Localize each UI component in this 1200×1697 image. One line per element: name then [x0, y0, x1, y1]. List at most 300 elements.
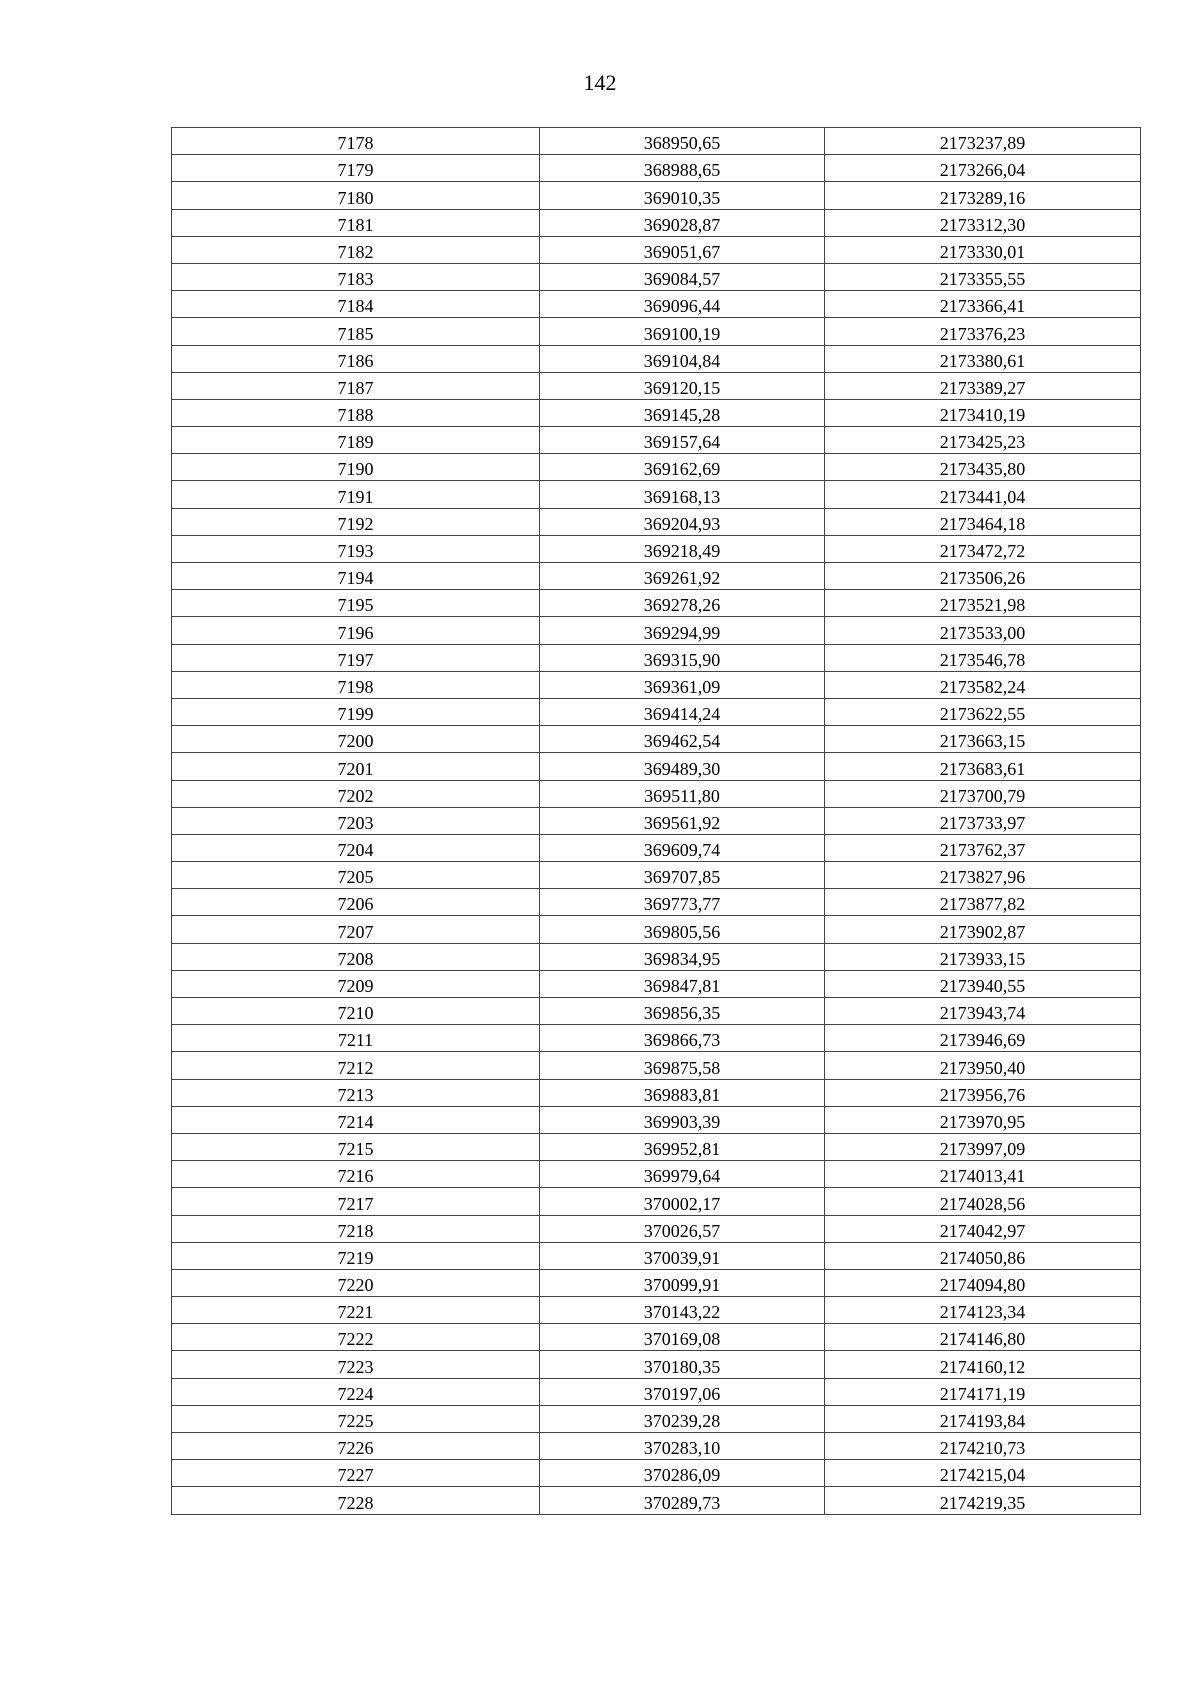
x-coordinate-cell	[540, 617, 825, 644]
table-row	[172, 535, 1141, 562]
y-coordinate-cell	[825, 345, 1141, 372]
y-coordinate-cell	[825, 671, 1141, 698]
cell-value: 2173733,97	[939, 812, 1026, 833]
cell-value: 7223	[337, 1356, 374, 1377]
cell-value: 7208	[337, 948, 374, 969]
cell-value: 7198	[337, 676, 374, 697]
cell-value: 2173472,72	[939, 541, 1026, 561]
cell-value: 370180,35	[643, 1356, 721, 1377]
x-coordinate-cell	[540, 1188, 825, 1215]
table-row	[172, 698, 1141, 725]
cell-value: 7185	[337, 323, 374, 344]
y-coordinate-cell	[825, 1161, 1141, 1188]
cell-value: 369120,15	[643, 377, 721, 398]
cell-value: 369489,30	[643, 758, 721, 779]
cell-value: 7201	[337, 758, 374, 779]
table-row	[172, 155, 1141, 182]
y-coordinate-cell	[825, 862, 1141, 889]
y-coordinate-cell	[825, 834, 1141, 861]
cell-value: 369609,74	[643, 840, 721, 861]
cell-value: 7192	[337, 513, 374, 534]
point-number-cell	[172, 291, 540, 318]
point-number-cell	[172, 1079, 540, 1106]
x-coordinate-cell	[540, 1405, 825, 1432]
x-coordinate-cell	[540, 807, 825, 834]
table-row	[172, 345, 1141, 372]
cell-value: 369979,64	[643, 1166, 721, 1187]
table-row	[172, 318, 1141, 345]
x-coordinate-cell	[540, 1215, 825, 1242]
cell-value: 2173956,76	[939, 1084, 1026, 1105]
cell-value: 369294,99	[643, 622, 721, 643]
point-number-cell	[172, 481, 540, 508]
point-number-cell	[172, 671, 540, 698]
point-number-cell	[172, 1106, 540, 1133]
table-row	[172, 753, 1141, 780]
y-coordinate-cell	[825, 889, 1141, 916]
cell-value: 2173946,69	[939, 1030, 1026, 1051]
cell-value: 7226	[337, 1438, 374, 1459]
table-row	[172, 862, 1141, 889]
cell-value: 368988,65	[643, 160, 721, 181]
cell-value: 7207	[337, 921, 374, 942]
cell-value: 7195	[337, 595, 374, 616]
y-coordinate-cell	[825, 1242, 1141, 1269]
cell-value: 7224	[337, 1383, 374, 1404]
cell-value: 2174028,56	[939, 1193, 1026, 1214]
x-coordinate-cell	[540, 1460, 825, 1487]
x-coordinate-cell	[540, 1133, 825, 1160]
cell-value: 369773,77	[643, 894, 721, 915]
cell-value: 369162,69	[643, 459, 721, 480]
table-row	[172, 236, 1141, 263]
cell-value: 7179	[337, 160, 374, 181]
table-row	[172, 1378, 1141, 1405]
table-row	[172, 889, 1141, 916]
cell-value: 2173330,01	[939, 241, 1026, 262]
point-number-cell	[172, 1269, 540, 1296]
table-row	[172, 590, 1141, 617]
cell-value: 7194	[337, 568, 374, 589]
cell-value: 2173546,78	[939, 649, 1026, 670]
table-row	[172, 1161, 1141, 1188]
cell-value: 2173663,15	[939, 731, 1026, 752]
cell-value: 369261,92	[643, 568, 721, 589]
x-coordinate-cell	[540, 128, 825, 155]
table-row	[172, 209, 1141, 236]
cell-value: 370026,57	[643, 1220, 721, 1241]
y-coordinate-cell	[825, 1052, 1141, 1079]
x-coordinate-cell	[540, 698, 825, 725]
cell-value: 369856,35	[643, 1003, 721, 1024]
point-number-cell	[172, 1242, 540, 1269]
x-coordinate-cell	[540, 1351, 825, 1378]
point-number-cell	[172, 427, 540, 454]
table-row	[172, 1133, 1141, 1160]
x-coordinate-cell	[540, 726, 825, 753]
cell-value: 2174219,35	[939, 1492, 1026, 1513]
cell-value: 7190	[337, 459, 374, 480]
table-row	[172, 671, 1141, 698]
cell-value: 370169,08	[643, 1329, 721, 1350]
cell-value: 7212	[337, 1057, 374, 1078]
cell-value: 369028,87	[643, 214, 721, 235]
y-coordinate-cell	[825, 155, 1141, 182]
cell-value: 2174123,34	[939, 1302, 1026, 1323]
x-coordinate-cell	[540, 155, 825, 182]
point-number-cell	[172, 454, 540, 481]
cell-value: 370286,09	[643, 1465, 721, 1486]
point-number-cell	[172, 644, 540, 671]
x-coordinate-cell	[540, 1106, 825, 1133]
x-coordinate-cell	[540, 1161, 825, 1188]
cell-value: 370099,91	[643, 1275, 721, 1296]
y-coordinate-cell	[825, 1324, 1141, 1351]
cell-value: 7228	[337, 1492, 374, 1513]
y-coordinate-cell	[825, 753, 1141, 780]
cell-value: 369875,58	[643, 1057, 721, 1078]
point-number-cell	[172, 155, 540, 182]
cell-value: 7202	[337, 785, 374, 806]
x-coordinate-cell	[540, 372, 825, 399]
cell-value: 2174193,84	[939, 1411, 1026, 1431]
point-number-cell	[172, 345, 540, 372]
y-coordinate-cell	[825, 1297, 1141, 1324]
cell-value: 2173950,40	[939, 1057, 1026, 1078]
point-number-cell	[172, 263, 540, 290]
y-coordinate-cell	[825, 563, 1141, 590]
y-coordinate-cell	[825, 1487, 1141, 1514]
cell-value: 369278,26	[643, 595, 721, 616]
table-row	[172, 182, 1141, 209]
cell-value: 7210	[337, 1003, 374, 1024]
x-coordinate-cell	[540, 345, 825, 372]
y-coordinate-cell	[825, 943, 1141, 970]
point-number-cell	[172, 1025, 540, 1052]
point-number-cell	[172, 889, 540, 916]
cell-value: 7213	[337, 1084, 374, 1105]
table-row	[172, 1269, 1141, 1296]
cell-value: 7204	[337, 840, 374, 861]
cell-value: 369157,64	[643, 432, 721, 453]
table-row	[172, 916, 1141, 943]
table-row	[172, 726, 1141, 753]
x-coordinate-cell	[540, 644, 825, 671]
x-coordinate-cell	[540, 1079, 825, 1106]
y-coordinate-cell	[825, 535, 1141, 562]
cell-value: 2173376,23	[939, 323, 1026, 344]
point-number-cell	[172, 318, 540, 345]
cell-value: 370143,22	[643, 1302, 721, 1323]
cell-value: 7220	[337, 1275, 374, 1296]
cell-value: 7189	[337, 432, 374, 453]
x-coordinate-cell	[540, 508, 825, 535]
y-coordinate-cell	[825, 1378, 1141, 1405]
cell-value: 369204,93	[643, 513, 721, 534]
table-row	[172, 1460, 1141, 1487]
cell-value: 7184	[337, 296, 374, 317]
point-number-cell	[172, 1324, 540, 1351]
x-coordinate-cell	[540, 1052, 825, 1079]
cell-value: 369952,81	[643, 1139, 721, 1160]
x-coordinate-cell	[540, 1242, 825, 1269]
cell-value: 7221	[337, 1302, 374, 1323]
cell-value: 7182	[337, 241, 374, 262]
x-coordinate-cell	[540, 291, 825, 318]
x-coordinate-cell	[540, 862, 825, 889]
cell-value: 7205	[337, 867, 374, 888]
coordinates-table	[171, 127, 1141, 1515]
table-row	[172, 1188, 1141, 1215]
cell-value: 2173970,95	[939, 1111, 1026, 1132]
x-coordinate-cell	[540, 1378, 825, 1405]
point-number-cell	[172, 753, 540, 780]
point-number-cell	[172, 399, 540, 426]
y-coordinate-cell	[825, 372, 1141, 399]
table-row	[172, 943, 1141, 970]
cell-value: 2174160,12	[939, 1356, 1026, 1377]
point-number-cell	[172, 236, 540, 263]
point-number-cell	[172, 1460, 540, 1487]
cell-value: 370002,17	[643, 1193, 721, 1214]
page-number: 142	[583, 70, 617, 95]
x-coordinate-cell	[540, 535, 825, 562]
cell-value: 2173425,23	[939, 432, 1026, 453]
point-number-cell	[172, 1487, 540, 1514]
table-row	[172, 454, 1141, 481]
cell-value: 7222	[337, 1329, 374, 1350]
x-coordinate-cell	[540, 263, 825, 290]
cell-value: 2173700,79	[939, 785, 1026, 806]
cell-value: 370283,10	[643, 1438, 721, 1459]
cell-value: 2174094,80	[939, 1275, 1026, 1296]
cell-value: 2173943,74	[939, 1003, 1026, 1024]
table-row	[172, 1487, 1141, 1514]
point-number-cell	[172, 1188, 540, 1215]
table-row	[172, 617, 1141, 644]
cell-value: 2173441,04	[939, 486, 1026, 507]
table-row	[172, 263, 1141, 290]
cell-value: 2174215,04	[939, 1465, 1026, 1486]
point-number-cell	[172, 943, 540, 970]
x-coordinate-cell	[540, 318, 825, 345]
point-number-cell	[172, 1297, 540, 1324]
x-coordinate-cell	[540, 481, 825, 508]
cell-value: 7209	[337, 976, 374, 996]
point-number-cell	[172, 590, 540, 617]
y-coordinate-cell	[825, 182, 1141, 209]
cell-value: 2173237,89	[939, 133, 1026, 154]
table-row	[172, 427, 1141, 454]
y-coordinate-cell	[825, 644, 1141, 671]
cell-value: 369104,84	[643, 350, 721, 371]
cell-value: 7181	[337, 214, 374, 235]
cell-value: 2173582,24	[939, 676, 1026, 697]
x-coordinate-cell	[540, 889, 825, 916]
cell-value: 369883,81	[643, 1084, 721, 1105]
point-number-cell	[172, 807, 540, 834]
cell-value: 2173683,61	[939, 758, 1026, 779]
point-number-cell	[172, 998, 540, 1025]
cell-value: 368950,65	[643, 133, 721, 154]
x-coordinate-cell	[540, 1025, 825, 1052]
x-coordinate-cell	[540, 563, 825, 590]
y-coordinate-cell	[825, 236, 1141, 263]
table-row	[172, 128, 1141, 155]
cell-value: 2173902,87	[939, 921, 1026, 942]
point-number-cell	[172, 617, 540, 644]
cell-value: 2173877,82	[939, 894, 1026, 915]
x-coordinate-cell	[540, 970, 825, 997]
table-row	[172, 372, 1141, 399]
point-number-cell	[172, 563, 540, 590]
x-coordinate-cell	[540, 1324, 825, 1351]
y-coordinate-cell	[825, 427, 1141, 454]
cell-value: 7227	[337, 1465, 374, 1486]
cell-value: 7191	[337, 486, 374, 507]
table-row	[172, 644, 1141, 671]
cell-value: 370039,91	[643, 1247, 721, 1268]
cell-value: 2173521,98	[939, 595, 1026, 616]
x-coordinate-cell	[540, 182, 825, 209]
cell-value: 369084,57	[643, 269, 721, 290]
cell-value: 369010,35	[643, 187, 721, 208]
y-coordinate-cell	[825, 318, 1141, 345]
cell-value: 369051,67	[643, 241, 721, 262]
table-row	[172, 1215, 1141, 1242]
x-coordinate-cell	[540, 427, 825, 454]
cell-value: 7196	[337, 622, 374, 643]
point-number-cell	[172, 128, 540, 155]
cell-value: 7197	[337, 649, 374, 670]
x-coordinate-cell	[540, 834, 825, 861]
cell-value: 369834,95	[643, 948, 721, 969]
cell-value: 369218,49	[643, 541, 721, 561]
cell-value: 7214	[337, 1111, 374, 1132]
cell-value: 2173355,55	[939, 269, 1026, 290]
table-row	[172, 1433, 1141, 1460]
y-coordinate-cell	[825, 698, 1141, 725]
table-row	[172, 481, 1141, 508]
y-coordinate-cell	[825, 1460, 1141, 1487]
y-coordinate-cell	[825, 291, 1141, 318]
cell-value: 7203	[337, 812, 374, 833]
cell-value: 7200	[337, 731, 374, 752]
y-coordinate-cell	[825, 998, 1141, 1025]
cell-value: 2173464,18	[939, 513, 1026, 534]
x-coordinate-cell	[540, 1297, 825, 1324]
cell-value: 7180	[337, 187, 374, 208]
cell-value: 2173622,55	[939, 704, 1026, 725]
point-number-cell	[172, 780, 540, 807]
y-coordinate-cell	[825, 1106, 1141, 1133]
y-coordinate-cell	[825, 970, 1141, 997]
table-row	[172, 998, 1141, 1025]
cell-value: 7183	[337, 269, 374, 290]
cell-value: 7219	[337, 1247, 374, 1268]
cell-value: 369096,44	[643, 296, 721, 317]
cell-value: 2173380,61	[939, 350, 1026, 371]
point-number-cell	[172, 726, 540, 753]
x-coordinate-cell	[540, 1269, 825, 1296]
cell-value: 369100,19	[643, 323, 721, 344]
cell-value: 2173289,16	[939, 187, 1026, 208]
cell-value: 369903,39	[643, 1111, 721, 1132]
cell-value: 7186	[337, 350, 374, 371]
point-number-cell	[172, 1433, 540, 1460]
cell-value: 7216	[337, 1166, 374, 1187]
cell-value: 369361,09	[643, 676, 721, 697]
cell-value: 2174210,73	[939, 1438, 1026, 1459]
cell-value: 2173266,04	[939, 160, 1026, 181]
point-number-cell	[172, 970, 540, 997]
y-coordinate-cell	[825, 263, 1141, 290]
cell-value: 369866,73	[643, 1030, 721, 1051]
table-row	[172, 291, 1141, 318]
y-coordinate-cell	[825, 590, 1141, 617]
y-coordinate-cell	[825, 726, 1141, 753]
point-number-cell	[172, 535, 540, 562]
x-coordinate-cell	[540, 236, 825, 263]
y-coordinate-cell	[825, 1405, 1141, 1432]
point-number-cell	[172, 508, 540, 535]
cell-value: 370197,06	[643, 1383, 721, 1404]
table-row	[172, 1324, 1141, 1351]
cell-value: 369805,56	[643, 921, 721, 942]
cell-value: 2173940,55	[939, 976, 1026, 996]
x-coordinate-cell	[540, 753, 825, 780]
y-coordinate-cell	[825, 807, 1141, 834]
x-coordinate-cell	[540, 209, 825, 236]
cell-value: 2173933,15	[939, 948, 1026, 969]
cell-value: 369414,24	[643, 704, 721, 725]
table-row	[172, 1079, 1141, 1106]
cell-value: 7217	[337, 1193, 374, 1214]
table-row	[172, 970, 1141, 997]
x-coordinate-cell	[540, 1487, 825, 1514]
table-row	[172, 1351, 1141, 1378]
table-row	[172, 1052, 1141, 1079]
cell-value: 2173410,19	[939, 405, 1026, 426]
cell-value: 2173366,41	[939, 296, 1026, 317]
table-row	[172, 1405, 1141, 1432]
table-row	[172, 508, 1141, 535]
y-coordinate-cell	[825, 916, 1141, 943]
x-coordinate-cell	[540, 1433, 825, 1460]
cell-value: 2174146,80	[939, 1329, 1026, 1350]
y-coordinate-cell	[825, 1188, 1141, 1215]
cell-value: 7225	[337, 1411, 374, 1431]
x-coordinate-cell	[540, 943, 825, 970]
y-coordinate-cell	[825, 780, 1141, 807]
y-coordinate-cell	[825, 454, 1141, 481]
cell-value: 370239,28	[643, 1411, 721, 1431]
y-coordinate-cell	[825, 1079, 1141, 1106]
cell-value: 369561,92	[643, 812, 721, 833]
point-number-cell	[172, 1052, 540, 1079]
y-coordinate-cell	[825, 1025, 1141, 1052]
table-row	[172, 399, 1141, 426]
point-number-cell	[172, 834, 540, 861]
y-coordinate-cell	[825, 1433, 1141, 1460]
cell-value: 2174050,86	[939, 1247, 1026, 1268]
x-coordinate-cell	[540, 916, 825, 943]
x-coordinate-cell	[540, 671, 825, 698]
cell-value: 2173389,27	[939, 377, 1026, 398]
cell-value: 7215	[337, 1139, 374, 1160]
cell-value: 2174171,19	[939, 1383, 1026, 1404]
table-row	[172, 1242, 1141, 1269]
